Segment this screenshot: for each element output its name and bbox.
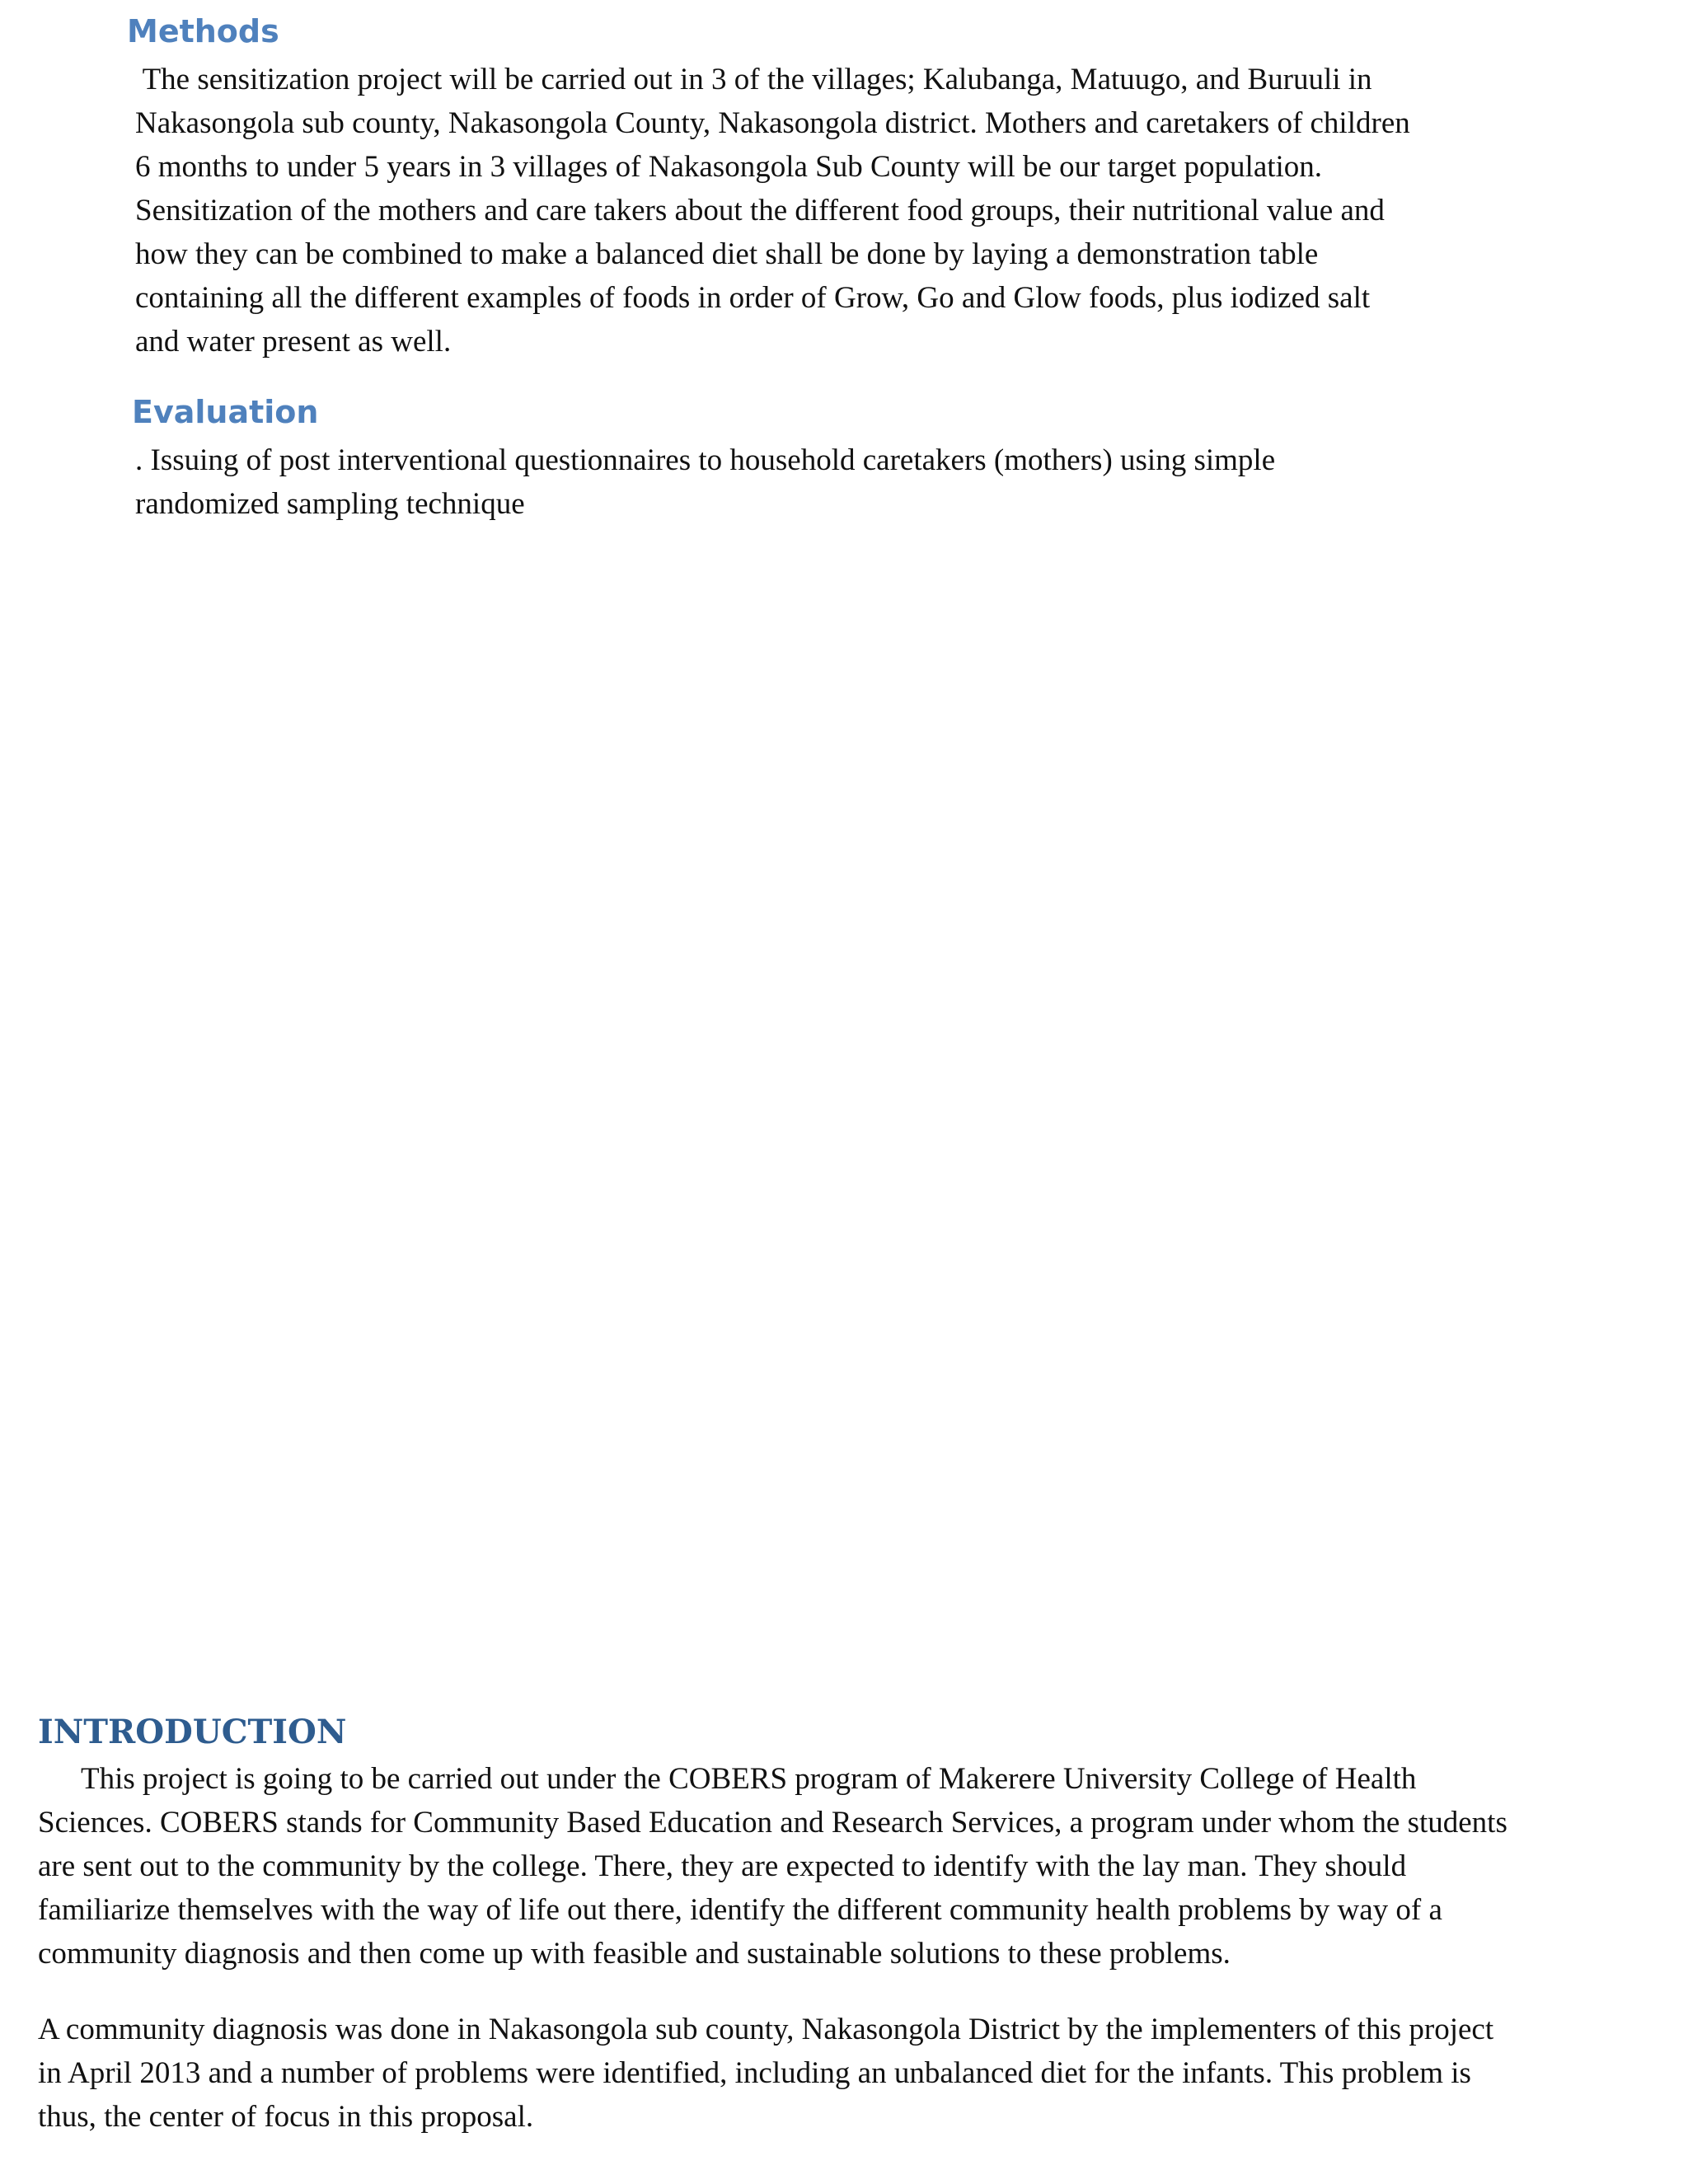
methods-line: Sensitization of the mothers and care takers about the different food groups, their nutritional value and (135, 194, 1385, 227)
methods-line: how they can be combined to make a balanced diet shall be done by laying a demonstration table (135, 237, 1319, 271)
methods-line: and water present as well. (135, 325, 452, 359)
introduction-line: This project is going to be carried out under the COBERS program of Makerere University College of Health (81, 1762, 1417, 1796)
introduction-line: A community diagnosis was done in Nakasongola sub county, Nakasongola District by the implementers of this project (38, 2013, 1494, 2046)
evaluation-line: randomized sampling technique (135, 487, 525, 521)
methods-line: containing all the different examples of foods in order of Grow, Go and Glow foods, plus iodized salt (135, 281, 1371, 315)
evaluation-line: . Issuing of post interventional questionnaires to household caretakers (mothers) using simple (135, 443, 1276, 477)
methods-line: 6 months to under 5 years in 3 villages of Nakasongola Sub County will be our target population. (135, 150, 1323, 184)
introduction-line: are sent out to the community by the college. There, they are expected to identify with the lay man. They should (38, 1849, 1407, 1883)
introduction-line: Sciences. COBERS stands for Community Based Education and Research Services, a program under whom the students (38, 1806, 1507, 1840)
introduction-heading: INTRODUCTION (38, 1713, 347, 1751)
introduction-line: familiarize themselves with the way of life out there, identify the different community health problems by way of a (38, 1893, 1442, 1927)
introduction-line: in April 2013 and a number of problems were identified, including an unbalanced diet for the infants. This problem is (38, 2056, 1471, 2090)
introduction-line: thus, the center of focus in this proposal. (38, 2100, 534, 2134)
methods-paragraph (135, 58, 1410, 363)
evaluation-paragraph (135, 438, 1275, 526)
introduction-paragraph-1 (38, 1757, 1507, 1975)
methods-line: The sensitization project will be carried out in 3 of the villages; Kalubanga, Matuugo, and Buruuli in (135, 63, 1372, 96)
introduction-paragraph-2 (38, 2008, 1493, 2139)
methods-heading: Methods (127, 13, 279, 49)
introduction-line: community diagnosis and then come up with feasible and sustainable solutions to these problems. (38, 1937, 1231, 1971)
methods-line: Nakasongola sub county, Nakasongola County, Nakasongola district. Mothers and caretakers of children (135, 106, 1410, 140)
evaluation-heading: Evaluation (132, 394, 319, 430)
